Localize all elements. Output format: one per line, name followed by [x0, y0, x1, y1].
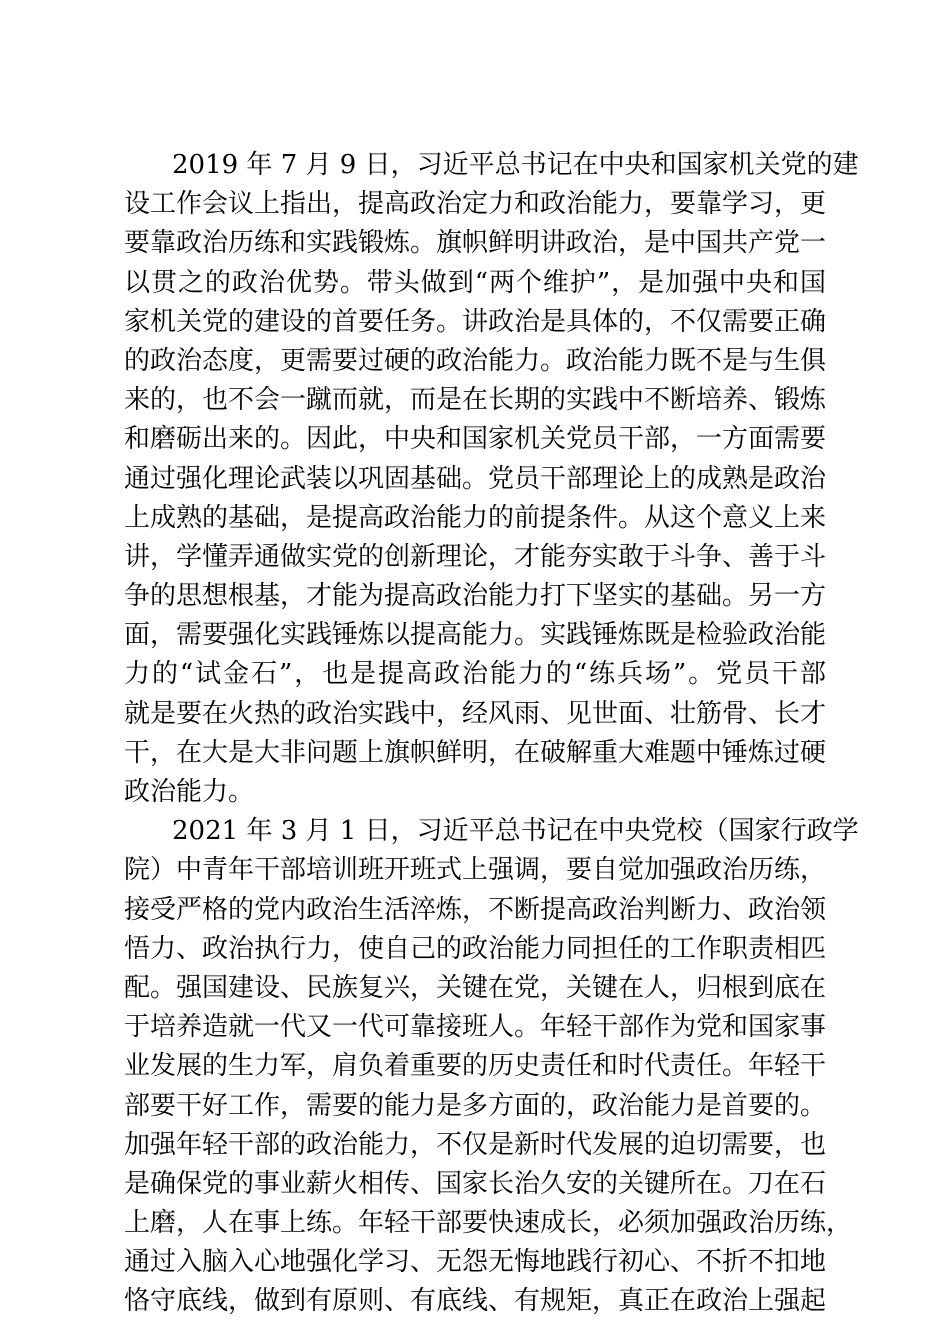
text-line: 配。强国建设、民族复兴，关键在党，关键在人，归根到底在 — [124, 972, 827, 1003]
text-line: 通过强化理论武装以巩固基础。党员干部理论上的成熟是政治 — [124, 463, 827, 494]
text-line: 上磨，人在事上练。年轻干部要快速成长，必须加强政治历练， — [124, 1208, 853, 1239]
text-line: 来的，也不会一蹴而就，而是在长期的实践中不断培养、锻炼 — [124, 385, 827, 416]
text-line: 设工作会议上指出，提高政治定力和政治能力，要靠学习，更 — [124, 189, 827, 220]
text-line: 就是要在火热的政治实践中，经风雨、见世面、壮筋骨、长才 — [124, 698, 827, 729]
text-line: 家机关党的建设的首要任务。讲政治是具体的，不仅需要正确 — [124, 306, 827, 337]
text-line: 于培养造就一代又一代可靠接班人。年轻干部作为党和国家事 — [124, 1012, 827, 1043]
document-body — [124, 146, 859, 1322]
text-line: 部要干好工作，需要的能力是多方面的，政治能力是首要的。 — [124, 1090, 827, 1121]
paragraph-1 — [124, 146, 859, 812]
text-line: 争的思想根基，才能为提高政治能力打下坚实的基础。另一方 — [124, 581, 827, 612]
text-line: 以贯之的政治优势。带头做到“两个维护”，是加强中央和国 — [124, 267, 826, 298]
text-line: 通过入脑入心地强化学习、无怨无悔地践行初心、不折不扣地 — [124, 1247, 827, 1278]
text-line: 力的“试金石”，也是提高政治能力的“练兵场”。党员干部 — [124, 659, 826, 690]
text-line: 悟力、政治执行力，使自己的政治能力同担任的工作职责相匹 — [124, 933, 827, 964]
text-line: 的政治态度，更需要过硬的政治能力。政治能力既不是与生俱 — [124, 345, 827, 376]
text-line: 讲，学懂弄通做实党的创新理论，才能夯实敢于斗争、善于斗 — [124, 541, 827, 572]
text-line: 上成熟的基础，是提高政治能力的前提条件。从这个意义上来 — [124, 502, 827, 533]
text-line: 政治能力。 — [124, 777, 255, 807]
text-line: 2021 年 3 月 1 日，习近平总书记在中央党校（国家行政学 — [172, 816, 859, 847]
text-line: 要靠政治历练和实践锻炼。旗帜鲜明讲政治，是中国共产党一 — [124, 228, 827, 259]
paragraph-2 — [124, 812, 859, 1321]
text-line: 是确保党的事业薪火相传、国家长治久安的关键所在。刀在石 — [124, 1168, 827, 1199]
text-line: 加强年轻干部的政治能力，不仅是新时代发展的迫切需要，也 — [124, 1129, 827, 1160]
text-line: 2019 年 7 月 9 日，习近平总书记在中央和国家机关党的建 — [172, 150, 859, 180]
text-line: 干，在大是大非问题上旗帜鲜明，在破解重大难题中锤炼过硬 — [124, 737, 827, 768]
text-line: 恪守底线，做到有原则、有底线、有规矩，真正在政治上强起 — [124, 1286, 827, 1317]
text-line: 面，需要强化实践锤炼以提高能力。实践锤炼既是检验政治能 — [124, 620, 827, 651]
text-line: 和磨砺出来的。因此，中央和国家机关党员干部，一方面需要 — [124, 424, 827, 455]
text-line: 业发展的生力军，肩负着重要的历史责任和时代责任。年轻干 — [124, 1051, 827, 1082]
text-line: 院）中青年干部培训班开班式上强调，要自觉加强政治历练， — [124, 855, 827, 886]
text-line: 接受严格的党内政治生活淬炼，不断提高政治判断力、政治领 — [124, 894, 827, 925]
